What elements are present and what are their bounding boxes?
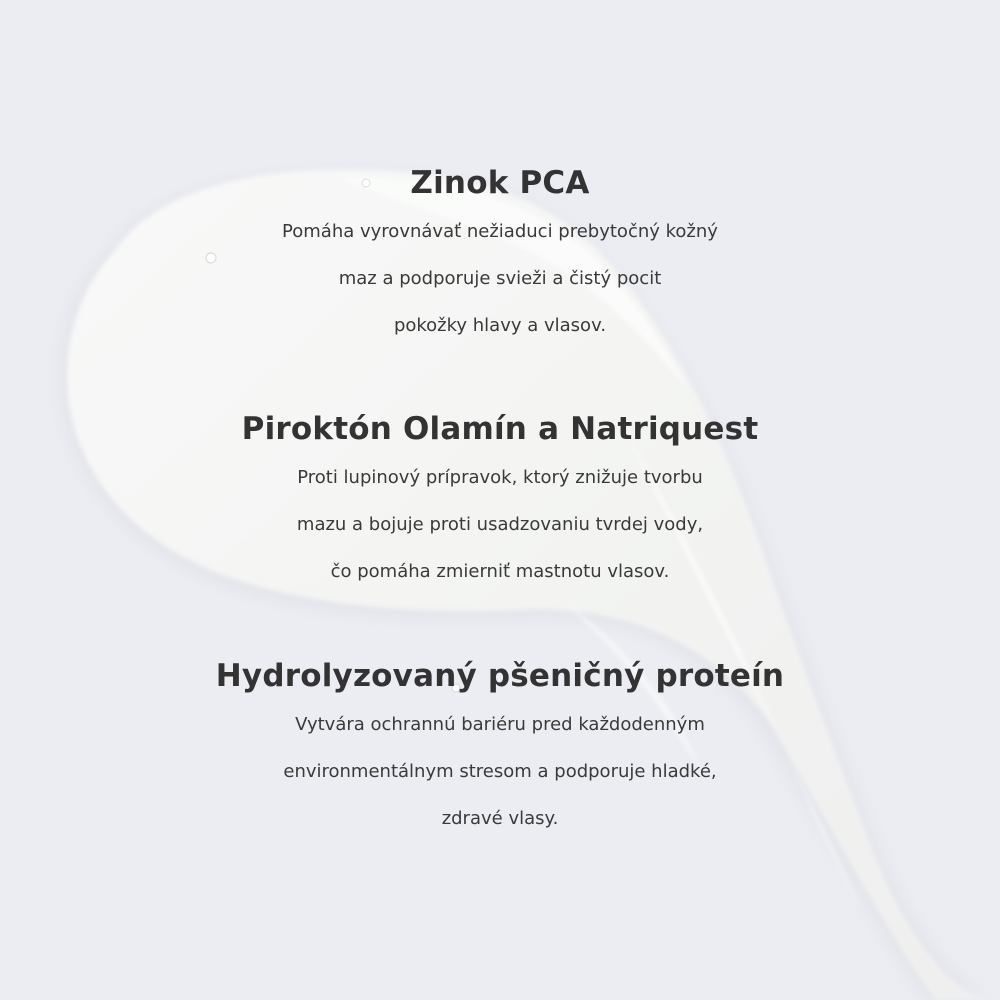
- ingredient-description: [0, 454, 1000, 595]
- ingredient-zinc-pca: [0, 158, 1000, 349]
- ingredient-title: Hydrolyzovaný pšeničný proteín: [215, 658, 785, 694]
- description-line: Vytvára ochrannú bariéru pred každodenným: [295, 714, 705, 735]
- ingredient-wheat-protein: [0, 651, 1000, 842]
- ingredient-piroctone-olamine: [0, 404, 1000, 595]
- ingredient-description: [0, 701, 1000, 842]
- description-line: Pomáha vyrovnávať nežiaduci prebytočný kožný: [282, 221, 718, 242]
- ingredient-title: Piroktón Olamín a Natriquest: [241, 411, 759, 447]
- description-line: maz a podporuje svieži a čistý pocit: [338, 268, 662, 289]
- description-line: zdravé vlasy.: [441, 808, 559, 829]
- description-line: mazu a bojuje proti usadzovaniu tvrdej vody,: [296, 514, 704, 535]
- description-line: Proti lupinový prípravok, ktorý znižuje tvorbu: [297, 467, 703, 488]
- ingredient-description: [0, 208, 1000, 349]
- ingredient-title: Zinok PCA: [410, 165, 590, 201]
- description-line: environmentálnym stresom a podporuje hladké,: [283, 761, 717, 782]
- description-line: pokožky hlavy a vlasov.: [393, 315, 607, 336]
- description-line: čo pomáha zmierniť mastnotu vlasov.: [330, 561, 670, 582]
